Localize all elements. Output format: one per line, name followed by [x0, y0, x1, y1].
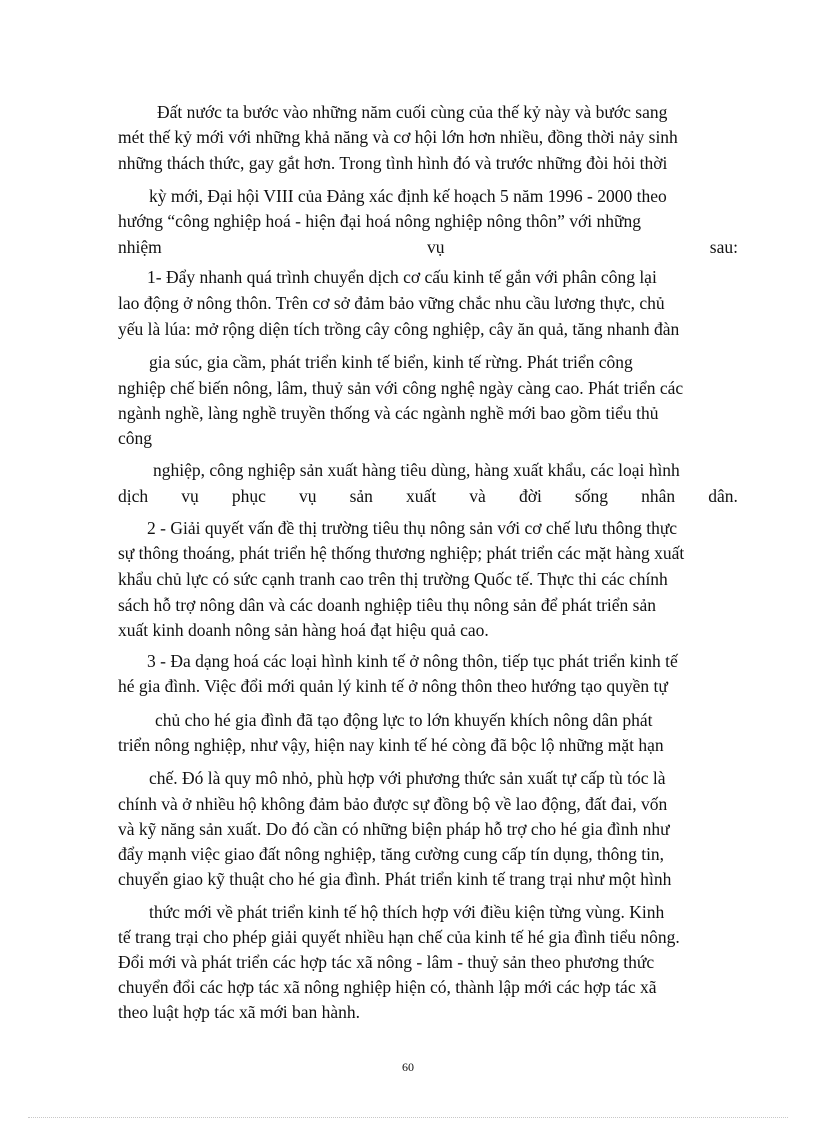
word: sống: [574, 486, 608, 506]
text-line: công: [118, 428, 153, 448]
text-line: hướng “công nghiệp hoá - hiện đại hoá nông nghiệp nông thôn” với những: [118, 211, 642, 231]
text-line: những thách thức, gay gắt hơn. Trong tình hình đó và trước những đòi hỏi thời: [118, 153, 668, 173]
text-line: chuyển giao kỹ thuật cho hé gia đình. Phát triển kinh tế trang trại như một hình: [118, 869, 672, 889]
text-line: mét thế kỷ mới với những khả năng và cơ hội lớn hơn nhiều, đồng thời nảy sinh: [118, 127, 678, 147]
text-line: ngành nghề, làng nghề truyền thống và các ngành nghề mới bao gồm tiểu thủ: [118, 403, 659, 423]
text-line: lao động ở nông thôn. Trên cơ sở đảm bảo vững chắc nhu cầu lương thực, chủ: [118, 293, 665, 313]
text-line: tế trang trại cho phép giải quyết nhiều hạn chế của kinh tế hé gia đình tiểu nông.: [118, 927, 680, 947]
text-line: hé gia đình. Việc đổi mới quản lý kinh tế ở nông thôn theo hướng tạo quyền tự: [118, 676, 668, 696]
word: đời: [518, 486, 542, 506]
text-line: Đổi mới và phát triển các hợp tác xã nông - lâm - thuỷ sản theo phương thức: [118, 952, 655, 972]
page-number: 60: [402, 1060, 414, 1074]
word: nhân: [641, 486, 676, 506]
word: và: [469, 486, 486, 506]
text-line-justified: [118, 236, 738, 258]
text-line: nghiệp chế biến nông, lâm, thuỷ sản với công nghệ ngày càng cao. Phát triển các: [118, 378, 684, 398]
word: nhiệm: [118, 237, 162, 257]
text-line: sự thông thoáng, phát triển hệ thống thương nghiệp; phát triển các mặt hàng xuất: [118, 543, 685, 563]
word: sản: [349, 486, 373, 506]
text-line: và kỹ năng sản xuất. Do đó cần có những biện pháp hỗ trợ cho hé gia đình như: [118, 819, 670, 839]
text-line: thức mới về phát triển kinh tế hộ thích hợp với điều kiện từng vùng. Kinh: [149, 902, 665, 922]
text-line: chủ cho hé gia đình đã tạo động lực to lớn khuyến khích nông dân phát: [155, 710, 653, 730]
text-line: chính và ở nhiều hộ không đảm bảo được sự đồng bộ về lao động, đất đai, vốn: [118, 794, 668, 814]
text-line: Đất nước ta bước vào những năm cuối cùng của thế kỷ này và bước sang: [157, 102, 668, 122]
word: dân.: [708, 486, 738, 506]
text-line: theo luật hợp tác xã mới ban hành.: [118, 1002, 361, 1022]
text-line: 1- Đẩy nhanh quá trình chuyển dịch cơ cấu kinh tế gắn với phân công lại: [147, 267, 657, 287]
word: xuất: [406, 486, 437, 506]
text-line: khẩu chủ lực có sức cạnh tranh cao trên thị trường Quốc tế. Thực thi các chính: [118, 569, 668, 589]
text-line: 3 - Đa dạng hoá các loại hình kinh tế ở nông thôn, tiếp tục phát triển kinh tế: [147, 651, 678, 671]
text-line: sách hỗ trợ nông dân và các doanh nghiệp tiêu thụ nông sản để phát triển sản: [118, 595, 656, 615]
word: vụ: [181, 486, 199, 506]
text-line: gia súc, gia cầm, phát triển kinh tế biển, kinh tế rừng. Phát triển công: [149, 352, 633, 372]
text-line: triển nông nghiệp, như vậy, hiện nay kinh tế hé còng đã bộc lộ những mặt hạn: [118, 735, 664, 755]
word: sau:: [709, 237, 738, 257]
word: phục: [231, 486, 266, 506]
page-bottom-divider: [28, 1117, 788, 1118]
text-line: đẩy mạnh việc giao đất nông nghiệp, tăng cường cung cấp tín dụng, thông tin,: [118, 844, 665, 864]
text-line: xuất kinh doanh nông sản hàng hoá đạt hiệu quả cao.: [118, 620, 489, 640]
word: vụ: [427, 237, 445, 257]
text-line: chuyển đổi các hợp tác xã nông nghiệp hiện có, thành lập mới các hợp tác xã: [118, 977, 657, 997]
word: dịch: [118, 486, 149, 506]
word: vụ: [299, 486, 317, 506]
text-line: nghiệp, công nghiệp sản xuất hàng tiêu dùng, hàng xuất khẩu, các loại hình: [153, 460, 680, 480]
text-line: 2 - Giải quyết vấn đề thị trường tiêu thụ nông sản với cơ chế lưu thông thực: [147, 518, 678, 538]
text-line: yếu là lúa: mở rộng diện tích trồng cây công nghiệp, cây ăn quả, tăng nhanh đàn: [118, 319, 680, 339]
text-line: kỳ mới, Đại hội VIII của Đảng xác định kế hoạch 5 năm 1996 - 2000 theo: [149, 186, 667, 206]
text-line: chế. Đó là quy mô nhỏ, phù hợp với phương thức sản xuất tự cấp tù tóc là: [149, 768, 666, 788]
text-line-justified: [118, 485, 738, 507]
